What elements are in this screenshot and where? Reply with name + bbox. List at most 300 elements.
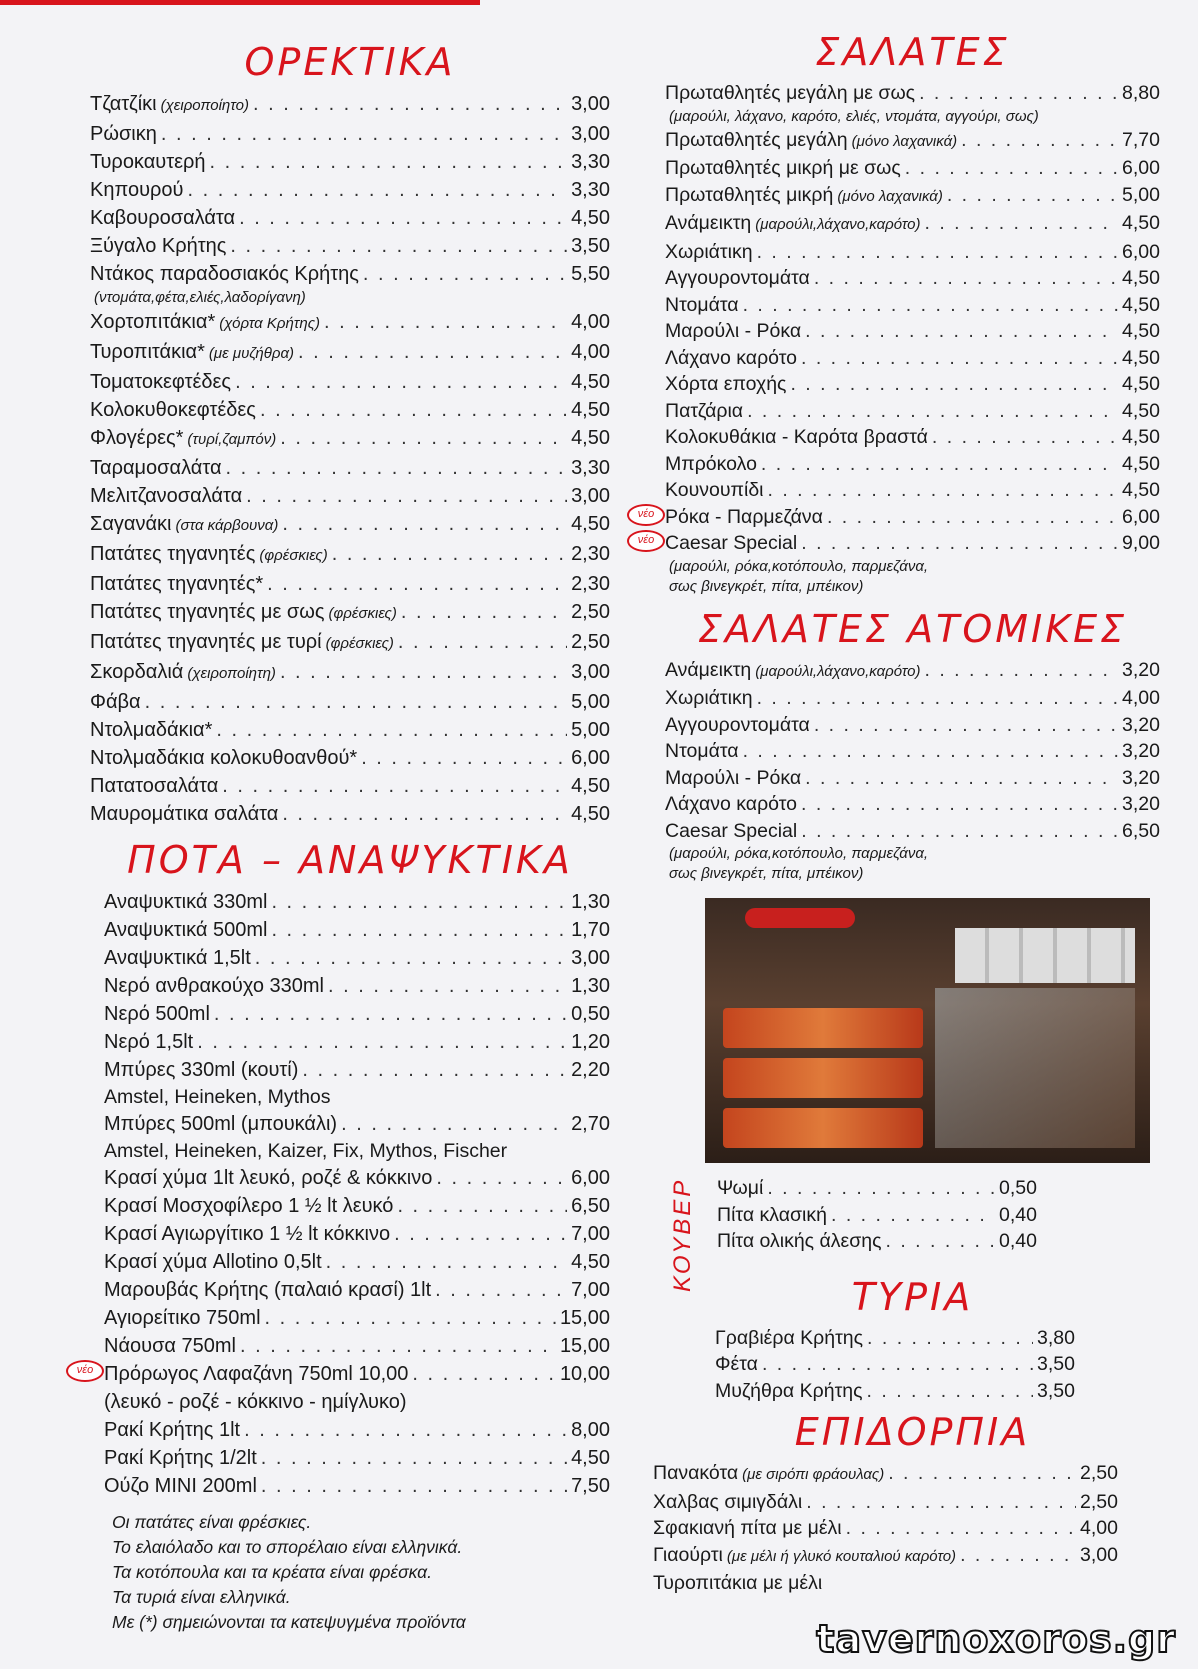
item-note: (με μυζήθρα): [208, 345, 295, 362]
item-price: 5,00: [571, 719, 610, 741]
item-name: Πρωταθλητές μεγάλη (μόνο λαχανικά): [665, 128, 958, 151]
item-price: 7,00: [571, 1223, 610, 1245]
item-price: 5,00: [571, 691, 610, 713]
item-name: Ρακί Κρήτης 1lt: [104, 1419, 241, 1441]
dot-leader: [925, 210, 1119, 237]
item-price: 5,50: [571, 263, 610, 285]
dot-leader: [805, 318, 1118, 345]
dot-leader: [814, 265, 1118, 292]
tyria-list: [715, 1325, 1075, 1405]
item-name: Πίτα ολικής άλεσης: [717, 1230, 882, 1252]
dot-leader: [919, 80, 1118, 107]
menu-item: [104, 1444, 610, 1472]
item-name: Χωριάτικη: [665, 687, 753, 709]
dot-leader: [255, 944, 567, 972]
item-name: Τοματοκεφτέδες: [90, 371, 232, 393]
item-price: 4,50: [1122, 267, 1160, 289]
dot-leader: [332, 540, 567, 568]
item-price: 7,00: [571, 1279, 610, 1301]
menu-item: [90, 396, 610, 424]
item-name: Μαρούλι - Ρόκα: [665, 320, 802, 342]
item-price: 1,30: [571, 975, 610, 997]
dot-leader: [412, 1360, 556, 1388]
left-column: [76, 40, 610, 1635]
item-price: 2,30: [571, 543, 610, 565]
menu-item: [90, 232, 610, 260]
dot-leader: [767, 1175, 995, 1202]
menu-item: [665, 127, 1160, 156]
item-price: 3,20: [1122, 793, 1160, 815]
item-price: 0,50: [571, 1003, 610, 1025]
menu-item: [717, 1175, 1037, 1202]
item-price: 5,00: [1122, 183, 1160, 206]
photo-display-case: [935, 988, 1135, 1148]
menu-item: [665, 657, 1160, 686]
item-note: (μόνο λαχανικά): [851, 132, 958, 150]
item-name: Φλογέρες* (τυρί,ζαμπόν): [90, 427, 277, 449]
item-name: Γραβιέρα Κρήτης: [715, 1326, 864, 1349]
menu-item: [90, 658, 610, 688]
photo-shelf-3: [723, 1108, 923, 1148]
dot-leader: [806, 1489, 1076, 1516]
item-name: Πατατοσαλάτα: [90, 775, 219, 797]
dot-leader: [867, 1325, 1033, 1352]
menu-item: [90, 482, 610, 510]
item-note: (φρέσκιες): [325, 635, 394, 652]
item-name: Ρώσικη: [90, 123, 157, 145]
dot-leader: [187, 176, 567, 204]
menu-item: [90, 628, 610, 658]
menu-item: [90, 716, 610, 744]
dot-leader: [805, 765, 1118, 792]
dot-leader: [282, 510, 567, 538]
menu-item: [104, 1248, 610, 1276]
notes: [112, 1510, 610, 1635]
item-name: (λευκό - ροζέ - κόκκινο - ημίγλυκο): [104, 1391, 407, 1413]
item-name: Χόρτα εποχής: [665, 373, 787, 395]
dot-leader: [768, 477, 1119, 504]
dot-leader: [401, 598, 567, 626]
menu-item: [717, 1202, 1037, 1229]
item-note: (χειροποίητο): [160, 97, 249, 114]
item-price: 2,20: [571, 1059, 610, 1081]
right-column: [637, 30, 1160, 1597]
item-name: Καβουροσαλάτα: [90, 207, 236, 229]
dot-leader: [216, 716, 567, 744]
note-line: Με (*) σημειώνονται τα κατεψυγμένα προϊόντα: [112, 1612, 466, 1632]
dot-leader: [244, 1416, 567, 1444]
item-price: 4,00: [571, 341, 610, 363]
item-price: 4,50: [1122, 426, 1160, 448]
menu-item: [104, 1220, 610, 1248]
item-name: Μαρουβάς Κρήτης (παλαιό κρασί) 1lt: [104, 1279, 432, 1301]
item-name: Νερό ανθρακούχο 330ml: [104, 975, 324, 997]
item-price: 10,00: [559, 1363, 610, 1385]
item-price: 8,80: [1122, 82, 1160, 104]
item-name: Ανάμεικτη (μαρούλι,λάχανο,καρότο): [665, 658, 921, 681]
item-note: (μαρούλι,λάχανο,καρότο): [755, 216, 921, 233]
item-price: 0,40: [999, 1203, 1037, 1226]
orektika-list: [90, 90, 610, 828]
dot-leader: [363, 260, 567, 288]
item-name: Ντολμαδάκια*: [90, 719, 213, 741]
dot-leader: [867, 1378, 1034, 1405]
photo-sign: [745, 908, 855, 928]
menu-item: [90, 598, 610, 628]
menu-item: [90, 800, 610, 828]
item-name: Πρωταθλητές μικρή με σως: [665, 157, 901, 179]
menu-item: [104, 944, 610, 972]
item-description: (ντομάτα,φέτα,ελιές,λαδορίγανη): [94, 289, 306, 306]
menu-item: [653, 1460, 1118, 1489]
item-price: 2,30: [571, 573, 610, 595]
item-price: 9,00: [1122, 532, 1160, 554]
menu-item: [104, 1472, 610, 1500]
item-name: Πρωταθλητές μικρή (μόνο λαχανικά): [665, 183, 943, 206]
item-name: Ντομάτα: [665, 293, 739, 316]
item-name: Ντάκος παραδοσιακός Κρήτης: [90, 263, 359, 285]
item-name: Πατάτες τηγανητές*: [90, 573, 264, 595]
item-name: Πρωταθλητές μεγάλη με σως: [665, 82, 916, 104]
menu-item: [653, 1542, 1118, 1571]
dot-leader: [260, 396, 567, 424]
item-description: (μαρούλι, ρόκα,κοτόπουλο, παρμεζάνα,: [669, 557, 929, 575]
item-price: 4,50: [1122, 373, 1160, 395]
item-price: 3,00: [571, 661, 610, 683]
item-price: 3,00: [571, 123, 610, 145]
item-note: (φρέσκιες): [259, 547, 328, 564]
item-name: Κολοκυθοκεφτέδες: [90, 399, 256, 421]
dot-leader: [762, 1351, 1033, 1378]
new-badge: νέο: [66, 1360, 104, 1382]
menu-item: [665, 765, 1160, 792]
item-name: Χωριάτικη: [665, 240, 753, 263]
item-price: 4,50: [1122, 399, 1160, 422]
salates-list: [637, 80, 1160, 597]
item-price: 4,50: [571, 1447, 610, 1469]
menu-item: [104, 1028, 610, 1056]
item-name: Αναψυκτικά 330ml: [104, 891, 268, 913]
menu-item: [665, 424, 1160, 451]
menu-item: [665, 738, 1160, 765]
item-price: 3,20: [1122, 713, 1160, 736]
item-price: 3,30: [571, 179, 610, 201]
note-line: Οι πατάτες είναι φρέσκιες.: [112, 1512, 312, 1532]
item-name: Κρασί χύμα 1lt λευκό, ροζέ & κόκκινο: [104, 1167, 433, 1189]
dot-leader: [827, 504, 1118, 531]
item-name: Σαγανάκι (στα κάρβουνα): [90, 513, 279, 535]
item-note: (στα κάρβουνα): [175, 517, 279, 534]
item-price: 3,00: [1080, 1543, 1118, 1566]
item-name: Πατάτες τηγανητές (φρέσκιες): [90, 543, 328, 565]
item-price: 3,30: [571, 457, 610, 479]
kouver-list: [717, 1175, 1037, 1255]
dot-leader: [757, 239, 1118, 266]
item-price: 2,50: [1080, 1462, 1118, 1484]
dot-leader: [761, 451, 1118, 478]
item-description: σως βινεγκρέτ, πίτα, μπέικον): [669, 577, 864, 595]
menu-item: [715, 1351, 1075, 1378]
item-price: 4,50: [571, 513, 610, 535]
item-name: Caesar Special: [665, 819, 798, 842]
item-name: Μπύρες 330ml (κουτί): [104, 1059, 299, 1081]
item-price: 4,50: [1122, 212, 1160, 234]
item-name: Ανάμεικτη (μαρούλι,λάχανο,καρότο): [665, 212, 921, 234]
dot-leader: [265, 1304, 556, 1332]
item-note: (μαρούλι,λάχανο,καρότο): [755, 662, 921, 680]
dot-leader: [145, 688, 567, 716]
dot-leader: [801, 818, 1118, 845]
note-line: Το ελαιόλαδο και το σπορέλαιο είναι ελληνικά.: [112, 1537, 463, 1557]
menu-item: [90, 688, 610, 716]
dot-leader: [261, 1444, 567, 1472]
item-price: 2,50: [571, 631, 610, 653]
menu-item: [104, 888, 610, 916]
item-note: (φρέσκιες): [328, 605, 397, 622]
item-price: 4,50: [1122, 293, 1160, 316]
menu-item: [665, 345, 1160, 372]
dot-leader: [226, 454, 568, 482]
menu-item: [104, 1164, 610, 1192]
item-price: 0,50: [999, 1177, 1037, 1199]
menu-item: [665, 155, 1160, 182]
epidorpia-heading: ΕΠΙΔΟΡΠΙΑ: [794, 1410, 1031, 1454]
item-name: Μαυρομάτικα σαλάτα: [90, 803, 279, 825]
menu-item: [90, 90, 610, 120]
item-price: 2,50: [571, 601, 610, 623]
item-name: Ρακί Κρήτης 1/2lt: [104, 1447, 257, 1469]
item-name: Μπρόκολο: [665, 452, 757, 475]
menu-item: [104, 1388, 610, 1416]
menu-item: [665, 182, 1160, 211]
dot-leader: [235, 368, 567, 396]
menu-item: [665, 451, 1160, 478]
item-name: Λάχανο καρότο: [665, 346, 798, 369]
item-price: 6,00: [1122, 505, 1160, 528]
item-name: Πανακότα (με σιρόπι φράουλας): [653, 1462, 885, 1484]
item-name: Σκορδαλιά (χειροποίητη): [90, 661, 276, 683]
photo-boxes: [955, 928, 1135, 983]
dot-leader: [960, 1542, 1076, 1569]
menu-item: [665, 398, 1160, 425]
note-line: Τα κοτόπουλα και τα κρέατα είναι φρέσκα.: [112, 1562, 433, 1582]
dot-leader: [831, 1202, 995, 1229]
item-price: 4,50: [571, 371, 610, 393]
kouver-section: [665, 1175, 1160, 1293]
menu-item: [665, 371, 1160, 398]
dot-leader: [801, 345, 1118, 372]
menu-item: [653, 1570, 1118, 1597]
menu-item: [90, 308, 610, 338]
item-price: 4,50: [571, 775, 610, 797]
item-name: Σφακιανή πίτα με μέλι: [653, 1517, 842, 1539]
epidorpia-list: [653, 1460, 1118, 1597]
item-name: Φέτα: [715, 1353, 758, 1375]
item-name: Χαλβας σιμιγδάλι: [653, 1490, 803, 1513]
dot-leader: [239, 204, 567, 232]
item-name: Κρασί Μοσχοφίλερο 1 ½ lt λευκό: [104, 1195, 394, 1217]
dot-leader: [341, 1110, 567, 1138]
item-name: Μαρούλι - Ρόκα: [665, 766, 802, 789]
menu-item: [104, 972, 610, 1000]
item-price: 3,20: [1122, 658, 1160, 681]
dot-leader: [246, 482, 567, 510]
dot-leader: [280, 658, 567, 686]
kouver-heading: ΚΟΥΒΕΡ: [669, 1177, 696, 1293]
menu-item: [90, 570, 610, 598]
menu-item: [90, 148, 610, 176]
item-note: (με σιρόπι φράουλας): [742, 1466, 885, 1483]
tyria-heading: ΤΥΡΙΑ: [851, 1274, 974, 1319]
menu-item: [665, 685, 1160, 712]
pota-list: [76, 888, 610, 1500]
menu-item: [90, 204, 610, 232]
dot-leader: [743, 292, 1118, 319]
dot-leader: [326, 1248, 567, 1276]
menu-item: [104, 916, 610, 944]
restaurant-photo: [705, 898, 1150, 1163]
item-name: Αναψυκτικά 500ml: [104, 919, 268, 941]
dot-leader: [925, 657, 1119, 684]
menu-item: [665, 210, 1160, 239]
dot-leader: [398, 628, 567, 656]
item-price: 6,00: [1122, 240, 1160, 263]
menu-item: [715, 1378, 1075, 1405]
item-price: 4,50: [571, 399, 610, 421]
menu-item: [104, 1192, 610, 1220]
dot-leader: [801, 791, 1118, 818]
menu-item: [665, 265, 1160, 292]
item-name: Caesar Special: [665, 532, 798, 554]
dot-leader: [230, 232, 567, 260]
item-description: (μαρούλι, ρόκα,κοτόπουλο, παρμεζάνα,: [669, 845, 929, 862]
item-description: σως βινεγκρέτ, πίτα, μπέικον): [669, 865, 864, 882]
item-price: 4,00: [1080, 1517, 1118, 1539]
item-name: Πατάτες τηγανητές με σως (φρέσκιες): [90, 601, 397, 623]
item-price: 6,00: [571, 1167, 610, 1189]
menu-item: [104, 1056, 610, 1084]
item-price: 6,50: [571, 1195, 610, 1217]
item-note: (μόνο λαχανικά): [837, 187, 943, 205]
dot-leader: [271, 916, 567, 944]
dot-leader: [222, 772, 567, 800]
dot-leader: [394, 1220, 567, 1248]
menu-item: [665, 292, 1160, 319]
menu-item: [90, 744, 610, 772]
menu-item: [104, 1000, 610, 1028]
menu-item: [90, 454, 610, 482]
dot-leader: [846, 1515, 1076, 1542]
item-name: Χορτοπιτάκια* (χόρτα Κρήτης): [90, 311, 321, 333]
item-price: 4,00: [1122, 687, 1160, 709]
item-price: 0,40: [999, 1230, 1037, 1252]
dot-leader: [743, 738, 1118, 765]
menu-item: [90, 424, 610, 454]
dot-leader: [267, 570, 567, 598]
item-price: 4,50: [571, 803, 610, 825]
orektika-heading: ΟΡΕΚΤΙΚΑ: [244, 40, 456, 84]
item-price: 2,70: [571, 1113, 610, 1135]
menu-item: [104, 1304, 610, 1332]
atomikes-list: [665, 657, 1160, 885]
menu-item: [665, 818, 1160, 845]
dot-leader: [261, 1472, 567, 1500]
item-name: Τυροκαυτερή: [90, 151, 206, 173]
dot-leader: [947, 182, 1118, 209]
item-price: 6,00: [1122, 157, 1160, 179]
item-name: Αγιορείτικο 750ml: [104, 1307, 261, 1329]
item-name: Κρασί Αγιωργίτικο 1 ½ lt κόκκινο: [104, 1223, 391, 1245]
item-price: 4,00: [571, 311, 610, 333]
dot-leader: [240, 1332, 556, 1360]
item-price: 3,50: [1037, 1353, 1075, 1375]
item-price: 8,00: [571, 1419, 610, 1441]
dot-leader: [888, 1460, 1076, 1487]
new-badge: νέο: [627, 530, 665, 552]
dot-leader: [747, 398, 1118, 425]
menu-item: [104, 1332, 610, 1360]
dot-leader: [814, 712, 1118, 739]
item-price: 4,50: [1122, 452, 1160, 475]
dot-leader: [271, 888, 567, 916]
item-name: Τυροπιτάκια με μέλι: [653, 1572, 823, 1594]
salates-heading: ΣΑΛΑΤΕΣ: [815, 30, 1010, 74]
item-name: Νερό 500ml: [104, 1003, 210, 1025]
new-badge: νέο: [627, 504, 665, 526]
menu-item: [90, 338, 610, 368]
menu-item: [665, 712, 1160, 739]
item-price: 6,00: [571, 747, 610, 769]
item-name: Νάουσα 750ml: [104, 1335, 237, 1357]
dot-leader: [324, 308, 567, 336]
menu-item: [104, 1110, 610, 1138]
item-price: 3,50: [571, 235, 610, 257]
item-name: Ρόκα - Παρμεζάνα: [665, 505, 823, 528]
item-note: (χόρτα Κρήτης): [219, 315, 321, 332]
item-name: Μπύρες 500ml (μπουκάλι): [104, 1113, 338, 1135]
item-price: 3,20: [1122, 740, 1160, 762]
item-price: 4,50: [571, 1251, 610, 1273]
item-name: Γιαούρτι (με μέλι ή γλυκό κουταλιού καρότο): [653, 1543, 957, 1566]
dot-leader: [161, 120, 567, 148]
menu-item: [90, 120, 610, 148]
item-price: 2,50: [1080, 1490, 1118, 1513]
menu-item: [90, 176, 610, 204]
menu-item: [665, 318, 1160, 345]
dot-leader: [361, 744, 567, 772]
menu-item: [90, 540, 610, 570]
watermark: tavernoxoros.gr: [816, 1617, 1176, 1661]
dot-leader: [282, 800, 567, 828]
dot-leader: [801, 530, 1118, 557]
menu-item: [90, 368, 610, 396]
item-price: 1,70: [571, 919, 610, 941]
atomikes-heading: ΣΑΛΑΤΕΣ ΑΤΟΜΙΚΕΣ: [697, 606, 1128, 651]
item-name: Τζατζίκι (χειροποίητο): [90, 93, 249, 115]
item-name: Ψωμί: [717, 1177, 764, 1199]
menu-item: [665, 477, 1160, 504]
dot-leader: [328, 972, 567, 1000]
menu-item: [653, 1515, 1118, 1542]
item-name: Τυροπιτάκια* (με μυζήθρα): [90, 341, 295, 363]
item-name: Αγγουροντομάτα: [665, 713, 810, 736]
item-price: 7,50: [571, 1475, 610, 1497]
item-name: Πρόρωγος Λαφαζάνη 750ml 10,00: [104, 1363, 409, 1385]
item-price: 3,00: [571, 485, 610, 507]
item-name: Φάβα: [90, 691, 141, 713]
photo-shelf-1: [723, 1008, 923, 1048]
dot-leader: [302, 1056, 567, 1084]
